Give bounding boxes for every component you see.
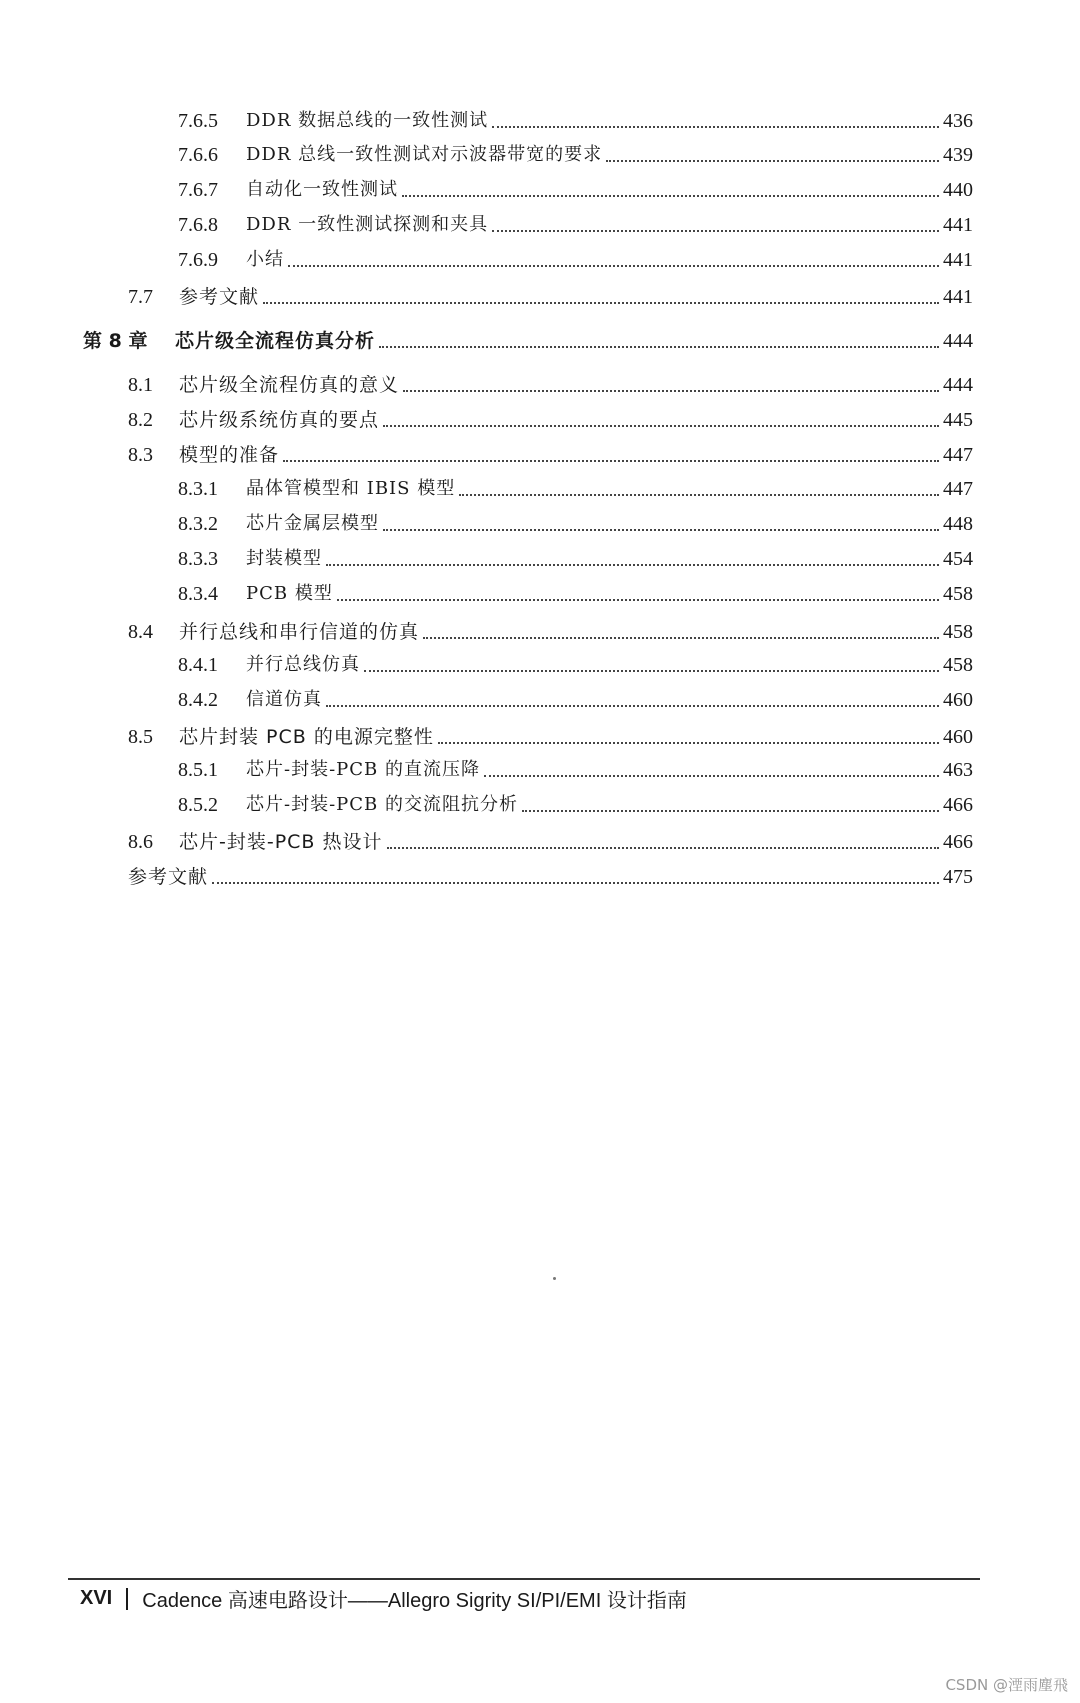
toc-entry-number: 8.6	[128, 831, 153, 853]
toc-entry-page: 439	[943, 144, 973, 166]
dot-leader	[606, 159, 939, 162]
toc-entry[interactable]	[128, 282, 973, 312]
toc-entry-page: 441	[943, 249, 973, 271]
footer-book-title: Cadence 高速电路设计——Allegro Sigrity SI/PI/EMI 设计指南	[142, 1590, 687, 1612]
toc-entry-page: 448	[943, 513, 973, 535]
dot-leader	[423, 636, 939, 639]
toc-entry[interactable]	[178, 509, 973, 539]
toc-entry-page: 458	[943, 654, 973, 676]
toc-entry-page: 436	[943, 110, 973, 132]
toc-entry[interactable]	[178, 140, 973, 170]
toc-entry-title: 小结	[246, 249, 284, 270]
toc-entry-number: 8.3.1	[178, 478, 218, 500]
footer-rule	[68, 1578, 980, 1580]
toc-entry-title: 信道仿真	[246, 689, 322, 710]
toc-entry[interactable]	[178, 579, 973, 609]
toc-entry[interactable]	[178, 790, 973, 820]
toc-entry-title: DDR 总线一致性测试对示波器带宽的要求	[246, 144, 603, 165]
dot-leader	[326, 704, 939, 707]
toc-entry-page: 463	[943, 759, 973, 781]
toc-entry-number: 8.5.1	[178, 759, 218, 781]
toc-entry-number: 8.3	[128, 444, 153, 466]
toc-entry-page: 445	[943, 409, 973, 431]
toc-entry[interactable]	[178, 544, 973, 574]
toc-entry-title: 芯片级系统仿真的要点	[179, 409, 380, 431]
dot-leader	[438, 741, 939, 744]
toc-entry-title: 芯片-封装-PCB 的直流压降	[246, 759, 480, 780]
toc-entry-title: 芯片金属层模型	[246, 513, 379, 534]
toc-entry[interactable]	[178, 175, 973, 205]
toc-entry-number: 8.3.2	[178, 513, 218, 535]
toc-entry-page: 466	[943, 831, 973, 853]
dot-leader	[337, 598, 939, 601]
toc-entry-number: 8.4.2	[178, 689, 218, 711]
toc-entry-title: 自动化一致性测试	[246, 179, 398, 200]
dot-leader	[288, 264, 939, 267]
toc-entry-title: 参考文献	[179, 286, 260, 308]
toc-entry-title: 芯片级全流程仿真的意义	[179, 374, 400, 396]
csdn-watermark: CSDN @湮雨塵飛	[945, 1676, 1068, 1694]
dot-leader	[263, 301, 939, 304]
toc-chapter-number: 第 8 章	[83, 330, 148, 352]
toc-entry-title: 芯片-封装-PCB 热设计	[179, 831, 383, 853]
toc-entry[interactable]	[128, 862, 973, 892]
toc-entry-title: 参考文献	[128, 866, 209, 888]
toc-entry[interactable]	[178, 650, 973, 680]
dot-leader	[283, 459, 939, 462]
dot-leader	[383, 528, 939, 531]
toc-entry-number: 8.4	[128, 621, 153, 643]
toc-entry-page: 447	[943, 478, 973, 500]
toc-entry-page: 460	[943, 689, 973, 711]
toc-entry[interactable]	[128, 617, 973, 647]
toc-entry-number: 8.2	[128, 409, 153, 431]
toc-entry[interactable]	[128, 722, 973, 752]
toc-entry-page: 454	[943, 548, 973, 570]
toc-entry[interactable]	[178, 755, 973, 785]
toc-entry-number: 8.5	[128, 726, 153, 748]
scan-speck	[553, 1277, 556, 1280]
toc-entry-number: 8.3.3	[178, 548, 218, 570]
toc-entry[interactable]	[128, 370, 973, 400]
toc-entry-number: 7.6.5	[178, 110, 218, 132]
toc-entry-title: DDR 数据总线的一致性测试	[246, 110, 489, 131]
toc-entry-title: 芯片封装 PCB 的电源完整性	[179, 726, 434, 748]
toc-entry-number: 8.1	[128, 374, 153, 396]
toc-chapter-title: 芯片级全流程仿真分析	[175, 330, 376, 352]
dot-leader	[403, 389, 939, 392]
toc-entry[interactable]	[178, 474, 973, 504]
toc-entry-page: 441	[943, 214, 973, 236]
dot-leader	[212, 881, 939, 884]
toc-entry-title: PCB 模型	[246, 583, 333, 604]
toc-entry-title: 模型的准备	[179, 444, 280, 466]
toc-entry-number: 8.5.2	[178, 794, 218, 816]
toc-entry[interactable]	[178, 106, 973, 136]
toc-entry-page: 440	[943, 179, 973, 201]
toc-entry-page: 475	[943, 866, 973, 888]
toc-entry-number: 8.4.1	[178, 654, 218, 676]
toc-entry[interactable]	[128, 827, 973, 857]
dot-leader	[383, 424, 939, 427]
toc-entry-page: 460	[943, 726, 973, 748]
footer-page-number: XVI	[80, 1587, 113, 1609]
toc-entry-number: 7.6.8	[178, 214, 218, 236]
toc-entry-number: 7.6.7	[178, 179, 218, 201]
toc-entry[interactable]	[128, 405, 973, 435]
toc-entry-page: 458	[943, 621, 973, 643]
toc-entry-page: 441	[943, 286, 973, 308]
dot-leader	[379, 345, 939, 348]
toc-entry-title: 芯片-封装-PCB 的交流阻抗分析	[246, 794, 518, 815]
toc-entry-number: 7.6.9	[178, 249, 218, 271]
toc-entry[interactable]	[178, 685, 973, 715]
footer-separator	[126, 1588, 128, 1610]
dot-leader	[492, 125, 939, 128]
dot-leader	[364, 669, 939, 672]
toc-entry-title: 封装模型	[246, 548, 322, 569]
toc-entry-page: 447	[943, 444, 973, 466]
toc-entry-page: 458	[943, 583, 973, 605]
toc-entry-page: 444	[943, 330, 973, 352]
dot-leader	[492, 229, 939, 232]
dot-leader	[326, 563, 939, 566]
toc-entry-title: 晶体管模型和 IBIS 模型	[246, 478, 456, 499]
dot-leader	[484, 774, 939, 777]
toc-entry[interactable]	[128, 440, 973, 470]
dot-leader	[387, 846, 939, 849]
toc-entry-page: 466	[943, 794, 973, 816]
toc-chapter-entry[interactable]	[83, 326, 973, 356]
toc-entry-title: 并行总线和串行信道的仿真	[179, 621, 420, 643]
toc-entry-number: 8.3.4	[178, 583, 218, 605]
toc-entry-page: 444	[943, 374, 973, 396]
dot-leader	[522, 809, 939, 812]
toc-entry[interactable]	[178, 245, 973, 275]
toc-entry[interactable]	[178, 210, 973, 240]
toc-entry-number: 7.7	[128, 286, 153, 308]
toc-entry-title: DDR 一致性测试探测和夹具	[246, 214, 489, 235]
dot-leader	[459, 493, 939, 496]
toc-entry-title: 并行总线仿真	[246, 654, 360, 675]
dot-leader	[402, 194, 939, 197]
toc-entry-number: 7.6.6	[178, 144, 218, 166]
page-footer	[80, 1584, 687, 1613]
